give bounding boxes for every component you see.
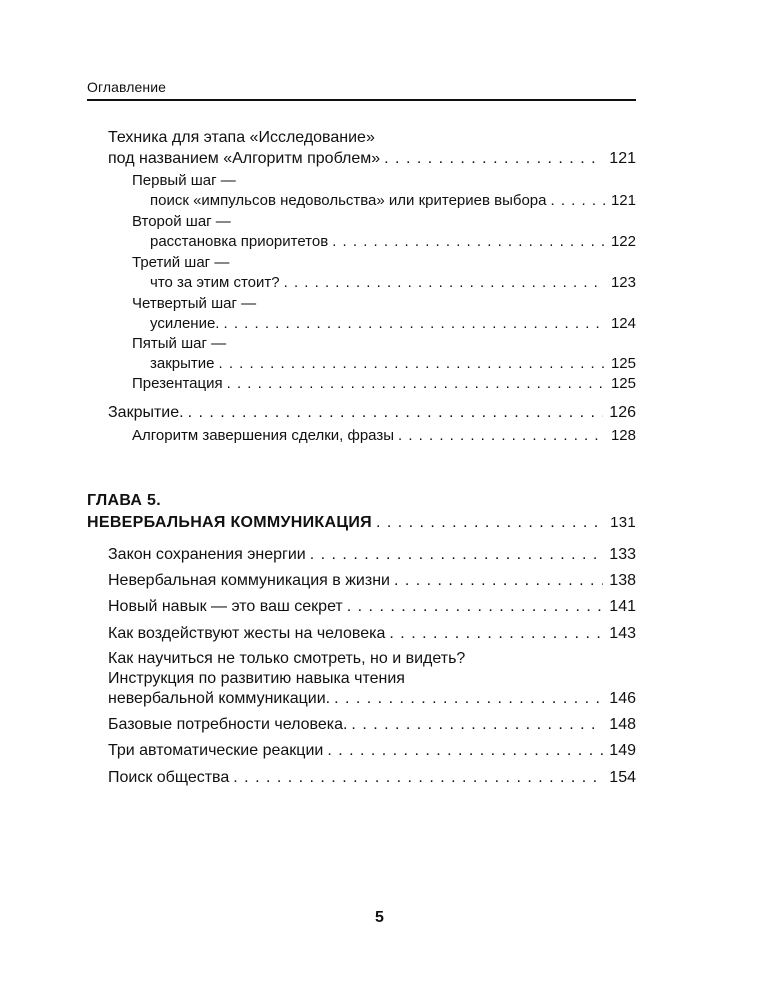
toc-page-number: 126 xyxy=(609,404,636,421)
toc-entry-line1: Как научиться не только смотреть, но и видеть? xyxy=(108,650,466,667)
leader-dots xyxy=(310,545,604,565)
toc-page-number: 143 xyxy=(609,625,636,642)
toc-page-number: 131 xyxy=(610,514,636,531)
leader-dots xyxy=(233,768,603,788)
toc-entry-label: Как воздействуют жесты на человека xyxy=(108,625,386,642)
leader-dots xyxy=(389,624,603,644)
toc-entry-label: Три автоматические реакции xyxy=(108,742,324,759)
leader-dots xyxy=(223,314,604,334)
toc-subentry-line1: Третий шаг — xyxy=(132,254,230,271)
toc-subentry-line1: Второй шаг — xyxy=(132,213,231,230)
toc-entry-label: Закрытие. xyxy=(108,404,184,421)
toc-entry-label: Базовые потребности человека. xyxy=(108,716,348,733)
toc-page-number: 146 xyxy=(609,690,636,707)
toc-page-number: 125 xyxy=(610,375,636,392)
toc-entry-label: Поиск общества xyxy=(108,769,230,786)
toc-page-number: 141 xyxy=(609,598,636,615)
toc-entry-label: Алгоритм завершения сделки, фразы xyxy=(132,427,394,444)
toc-subentry-line1: Пятый шаг — xyxy=(132,335,227,352)
toc-entry[interactable] xyxy=(108,571,636,591)
toc-page-number: 124 xyxy=(610,315,636,332)
leader-dots xyxy=(332,232,605,252)
toc-page-number: 125 xyxy=(610,355,636,372)
toc-entry-label: что за этим стоит? xyxy=(150,274,280,291)
leader-dots xyxy=(384,149,603,169)
toc-subentry[interactable] xyxy=(150,314,636,334)
leader-dots xyxy=(398,426,605,446)
toc-subentry[interactable] xyxy=(150,354,636,374)
toc-entry-label: Закон сохранения энергии xyxy=(108,546,306,563)
toc-subentry[interactable] xyxy=(132,426,636,446)
toc-entry[interactable] xyxy=(108,689,636,709)
toc-page-number: 138 xyxy=(609,572,636,589)
leader-dots xyxy=(394,571,603,591)
toc-entry-label: расстановка приоритетов xyxy=(150,233,329,250)
toc-entry-label: закрытие xyxy=(150,355,215,372)
toc-page-number: 154 xyxy=(609,769,636,786)
toc-entry-title-line1: Техника для этапа «Исследование» xyxy=(108,129,375,146)
leader-dots xyxy=(376,513,604,533)
chapter-number: ГЛАВА 5. xyxy=(87,492,161,509)
chapter-heading[interactable] xyxy=(87,513,636,533)
toc-entry-label: поиск «импульсов недовольства» или критериев выбора xyxy=(150,192,547,209)
toc-page-number: 121 xyxy=(610,192,636,209)
toc-entry[interactable] xyxy=(108,545,636,565)
toc-entry[interactable] xyxy=(108,768,636,788)
page-number: 5 xyxy=(375,909,384,926)
toc-page-number: 121 xyxy=(609,150,636,167)
toc-entry-label: усиление. xyxy=(150,315,220,332)
toc-entry-label: Презентация xyxy=(132,375,223,392)
toc-entry-label: Новый навык — это ваш секрет xyxy=(108,598,343,615)
toc-page-number: 128 xyxy=(610,427,636,444)
toc-page-number: 148 xyxy=(609,716,636,733)
header-rule xyxy=(87,99,636,101)
toc-subentry[interactable] xyxy=(132,374,636,394)
toc-entry[interactable] xyxy=(108,597,636,617)
toc-entry[interactable] xyxy=(108,403,636,423)
toc-entry-label: невербальной коммуникации. xyxy=(108,690,331,707)
leader-dots xyxy=(351,715,603,735)
toc-page-number: 122 xyxy=(610,233,636,250)
toc-entry[interactable] xyxy=(108,741,636,761)
toc-page-number: 149 xyxy=(609,742,636,759)
toc-page-number: 123 xyxy=(610,274,636,291)
toc-entry-label: под названием «Алгоритм проблем» xyxy=(108,150,381,167)
leader-dots xyxy=(327,741,603,761)
leader-dots xyxy=(227,374,605,394)
toc-entry[interactable] xyxy=(108,149,636,169)
toc-page-number: 133 xyxy=(609,546,636,563)
toc-entry-label: Невербальная коммуникация в жизни xyxy=(108,572,390,589)
leader-dots xyxy=(219,354,605,374)
leader-dots xyxy=(347,597,604,617)
toc-entry[interactable] xyxy=(108,624,636,644)
toc-subentry[interactable] xyxy=(150,191,636,211)
chapter-title: НЕВЕРБАЛЬНАЯ КОММУНИКАЦИЯ xyxy=(87,514,372,531)
leader-dots xyxy=(550,191,604,211)
leader-dots xyxy=(188,403,604,423)
toc-subentry[interactable] xyxy=(150,273,636,293)
running-head: Оглавление xyxy=(87,79,167,95)
leader-dots xyxy=(284,273,605,293)
toc-subentry-line1: Четвертый шаг — xyxy=(132,295,257,312)
leader-dots xyxy=(334,689,603,709)
toc-entry-line2: Инструкция по развитию навыка чтения xyxy=(108,670,405,687)
toc-entry[interactable] xyxy=(108,715,636,735)
toc-subentry-line1: Первый шаг — xyxy=(132,172,236,189)
toc-subentry[interactable] xyxy=(150,232,636,252)
